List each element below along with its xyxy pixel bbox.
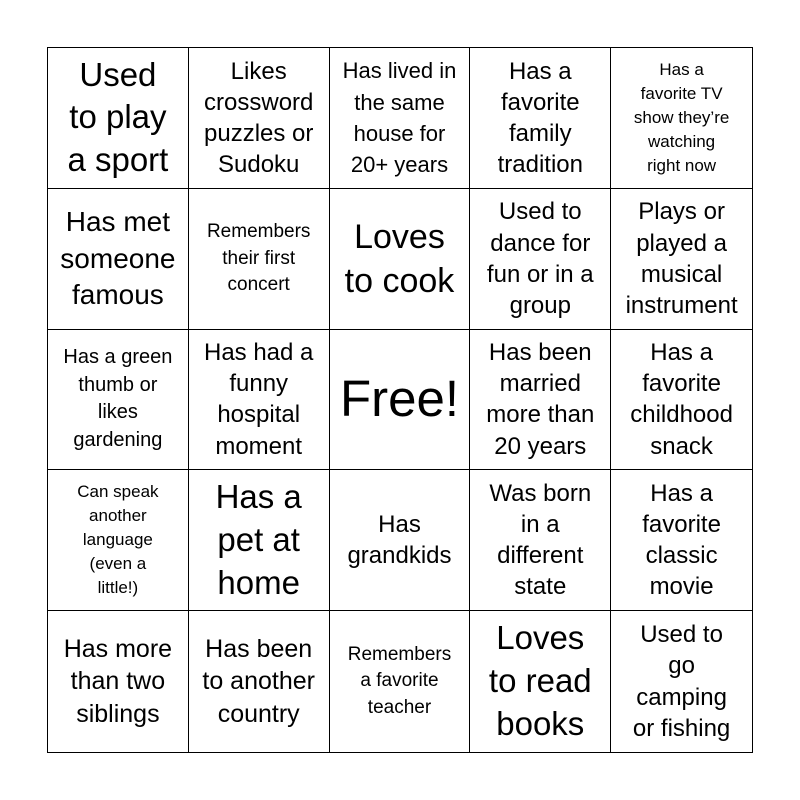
bingo-cell-text: Used to play a sport — [67, 55, 169, 179]
bingo-cell-text: Can speak another language (even a little!) — [77, 481, 159, 598]
bingo-cell-text: Has met someone famous — [60, 206, 176, 310]
bingo-cell-r1c1[interactable] — [48, 48, 189, 189]
bingo-cell-text: Has a green thumb or likes gardening — [63, 346, 173, 452]
bingo-cell-free[interactable] — [330, 330, 471, 471]
bingo-cell-r4c2[interactable] — [189, 470, 330, 611]
bingo-cell-r5c4[interactable] — [470, 611, 611, 752]
bingo-cell-text: Has a favorite classic movie — [642, 479, 721, 601]
bingo-cell-text: Loves to read books — [488, 619, 592, 743]
free-space-text: Free! — [339, 370, 460, 428]
bingo-cell-text: Has had a funny hospital moment — [203, 339, 314, 460]
bingo-cell-r3c4[interactable] — [470, 330, 611, 471]
bingo-cell-r2c5[interactable] — [611, 189, 752, 330]
bingo-cell-r3c5[interactable] — [611, 330, 752, 471]
bingo-cell-text: Used to go camping or fishing — [632, 621, 731, 742]
bingo-board — [47, 47, 753, 753]
bingo-cell-text: Likes crossword puzzles or Sudoku — [204, 57, 314, 179]
bingo-cell-text: Has been to another country — [202, 634, 315, 728]
bingo-cell-r5c2[interactable] — [189, 611, 330, 752]
bingo-cell-text: Has grandkids — [347, 511, 452, 570]
bingo-cell-text: Has a favorite TV show they’re watching right now — [633, 59, 730, 176]
bingo-cell-text: Has lived in the same house for 20+ years — [342, 58, 457, 178]
bingo-cell-r5c1[interactable] — [48, 611, 189, 752]
bingo-cell-r5c5[interactable] — [611, 611, 752, 752]
bingo-cell-r4c1[interactable] — [48, 470, 189, 611]
bingo-cell-text: Has been married more than 20 years — [486, 339, 595, 460]
bingo-cell-r2c1[interactable] — [48, 189, 189, 330]
bingo-cell-text: Has more than two siblings — [63, 634, 173, 728]
bingo-cell-r5c3[interactable] — [330, 611, 471, 752]
bingo-cell-text: Loves to cook — [344, 217, 455, 300]
bingo-cell-text: Remembers a favorite teacher — [347, 644, 452, 718]
bingo-cell-r1c3[interactable] — [330, 48, 471, 189]
bingo-cell-text: Remembers their first concert — [206, 221, 311, 295]
bingo-cell-r2c3[interactable] — [330, 189, 471, 330]
bingo-cell-r1c4[interactable] — [470, 48, 611, 189]
bingo-cell-r3c2[interactable] — [189, 330, 330, 471]
bingo-cell-text: Has a favorite family tradition — [497, 57, 583, 179]
bingo-cell-text: Was born in a different state — [489, 479, 592, 601]
bingo-cell-r1c2[interactable] — [189, 48, 330, 189]
bingo-cell-text: Used to dance for fun or in a group — [486, 198, 594, 319]
bingo-cell-r4c5[interactable] — [611, 470, 752, 611]
bingo-cell-r4c4[interactable] — [470, 470, 611, 611]
bingo-cell-text: Has a pet at home — [215, 477, 302, 601]
bingo-cell-r2c4[interactable] — [470, 189, 611, 330]
bingo-cell-text: Plays or played a musical instrument — [625, 198, 738, 319]
bingo-cell-text: Has a favorite childhood snack — [630, 339, 733, 460]
bingo-cell-r4c3[interactable] — [330, 470, 471, 611]
bingo-cell-r2c2[interactable] — [189, 189, 330, 330]
bingo-cell-r1c5[interactable] — [611, 48, 752, 189]
bingo-cell-r3c1[interactable] — [48, 330, 189, 471]
